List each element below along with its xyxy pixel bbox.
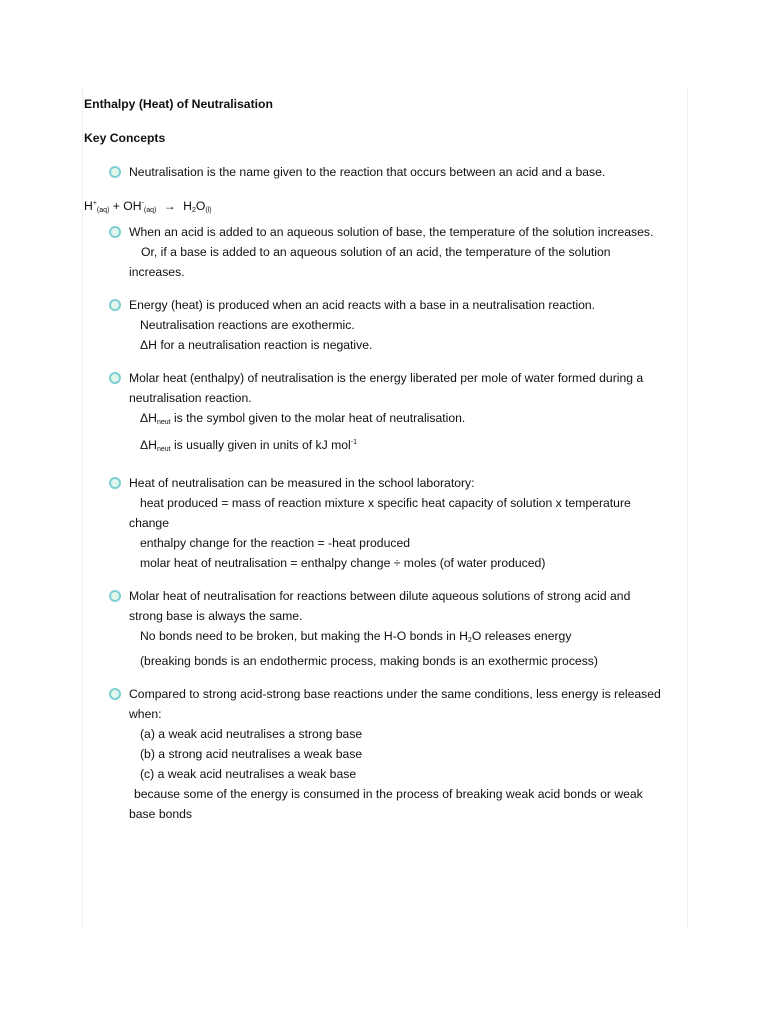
circle-bullet-icon xyxy=(109,688,121,700)
water-o: O xyxy=(195,199,206,213)
circle-bullet-icon xyxy=(109,166,121,178)
document-body xyxy=(84,94,684,824)
water-h: H xyxy=(183,199,192,213)
bullet-text: is the symbol given to the molar heat of neutralisation. xyxy=(170,411,466,425)
bullet-strong-acid-base xyxy=(84,586,684,671)
delta-h-symbol: ΔH xyxy=(140,438,157,452)
bullet-line: when: xyxy=(129,707,162,721)
bullet-line: heat produced = mass of reaction mixture x specific heat capacity of solution x temperature xyxy=(140,496,631,510)
bullet-molar-heat xyxy=(84,368,684,460)
bullet-line: molar heat of neutralisation = enthalpy change ÷ moles (of water produced) xyxy=(140,556,546,570)
bullet-measurement xyxy=(84,473,684,573)
bullet-line: When an acid is added to an aqueous solution of base, the temperature of the solution increases. xyxy=(129,225,654,239)
hydroxide-charge: - xyxy=(141,200,144,207)
neut-subscript: neut xyxy=(156,446,171,453)
bullet-line: (breaking bonds is an endothermic process, making bonds is an exothermic process) xyxy=(140,654,598,668)
bullet-line: ΔH for a neutralisation reaction is negative. xyxy=(140,338,373,352)
bullet-temperature-increase xyxy=(84,222,684,282)
bullet-line: base bonds xyxy=(129,807,193,821)
bullet-line: strong base is always the same. xyxy=(129,609,303,623)
water-subscript: 2 xyxy=(191,207,196,214)
bullet-line: Heat of neutralisation can be measured in the school laboratory: xyxy=(129,476,475,490)
bullet-line: Molar heat (enthalpy) of neutralisation is the energy liberated per mole of water formed during a xyxy=(129,371,644,385)
bullet-line xyxy=(129,626,684,651)
bullet-line: (b) a strong acid neutralises a weak base xyxy=(140,747,363,761)
circle-bullet-icon xyxy=(109,590,121,602)
bullet-line: Molar heat of neutralisation for reactions between dilute aqueous solutions of strong acid and xyxy=(129,589,631,603)
circle-bullet-icon xyxy=(109,226,121,238)
circle-bullet-icon xyxy=(109,299,121,311)
bullet-weak-reactions xyxy=(84,684,684,824)
bullet-line: enthalpy change for the reaction = -heat produced xyxy=(140,536,411,550)
circle-bullet-icon xyxy=(109,477,121,489)
hydrogen-state: (aq) xyxy=(96,207,110,214)
hydroxide-ion: OH xyxy=(123,199,142,213)
unit-superscript: -1 xyxy=(350,439,357,446)
bullet-line: change xyxy=(129,516,169,530)
bullet-line: Or, if a base is added to an aqueous solution of an acid, the temperature of the solution xyxy=(141,245,611,259)
bullet-line: Energy (heat) is produced when an acid reacts with a base in a neutralisation reaction. xyxy=(129,298,596,312)
bullet-text: Neutralisation is the name given to the reaction that occurs between an acid and a base. xyxy=(129,165,606,179)
delta-h-symbol: ΔH xyxy=(140,411,157,425)
bullet-line: Compared to strong acid-strong base reactions under the same conditions, less energy is released xyxy=(129,687,661,701)
equation-plus: + xyxy=(112,199,120,213)
bullet-text: is usually given in units of kJ mol xyxy=(170,438,351,452)
neut-subscript: neut xyxy=(156,419,171,426)
bullet-line: neutralisation reaction. xyxy=(129,391,252,405)
bullet-line: (a) a weak acid neutralises a strong base xyxy=(140,727,363,741)
hydrogen-charge: + xyxy=(92,200,97,207)
water-state: (l) xyxy=(205,207,212,214)
circle-bullet-icon xyxy=(109,372,121,384)
bullet-text: No bonds need to be broken, but making the H-O bonds in H xyxy=(140,629,468,643)
arrow-icon: → xyxy=(163,199,176,213)
water-subscript: 2 xyxy=(467,637,472,644)
section-heading: Key Concepts xyxy=(84,131,166,145)
bullet-line: (c) a weak acid neutralises a weak base xyxy=(140,767,357,781)
bullet-neutralisation-definition xyxy=(84,162,684,182)
bullet-line xyxy=(129,433,684,460)
bullet-line: because some of the energy is consumed in the process of breaking weak acid bonds or weak xyxy=(134,787,643,801)
bullet-line: Neutralisation reactions are exothermic. xyxy=(140,318,355,332)
bullet-exothermic xyxy=(84,295,684,355)
neutralisation-equation xyxy=(84,194,684,214)
bullet-line: increases. xyxy=(129,265,185,279)
bullet-text: O releases energy xyxy=(471,629,572,643)
bullet-line xyxy=(129,408,684,433)
hydrogen-ion: H xyxy=(84,199,93,213)
hydroxide-state: (aq) xyxy=(143,207,157,214)
page-title: Enthalpy (Heat) of Neutralisation xyxy=(84,97,273,111)
